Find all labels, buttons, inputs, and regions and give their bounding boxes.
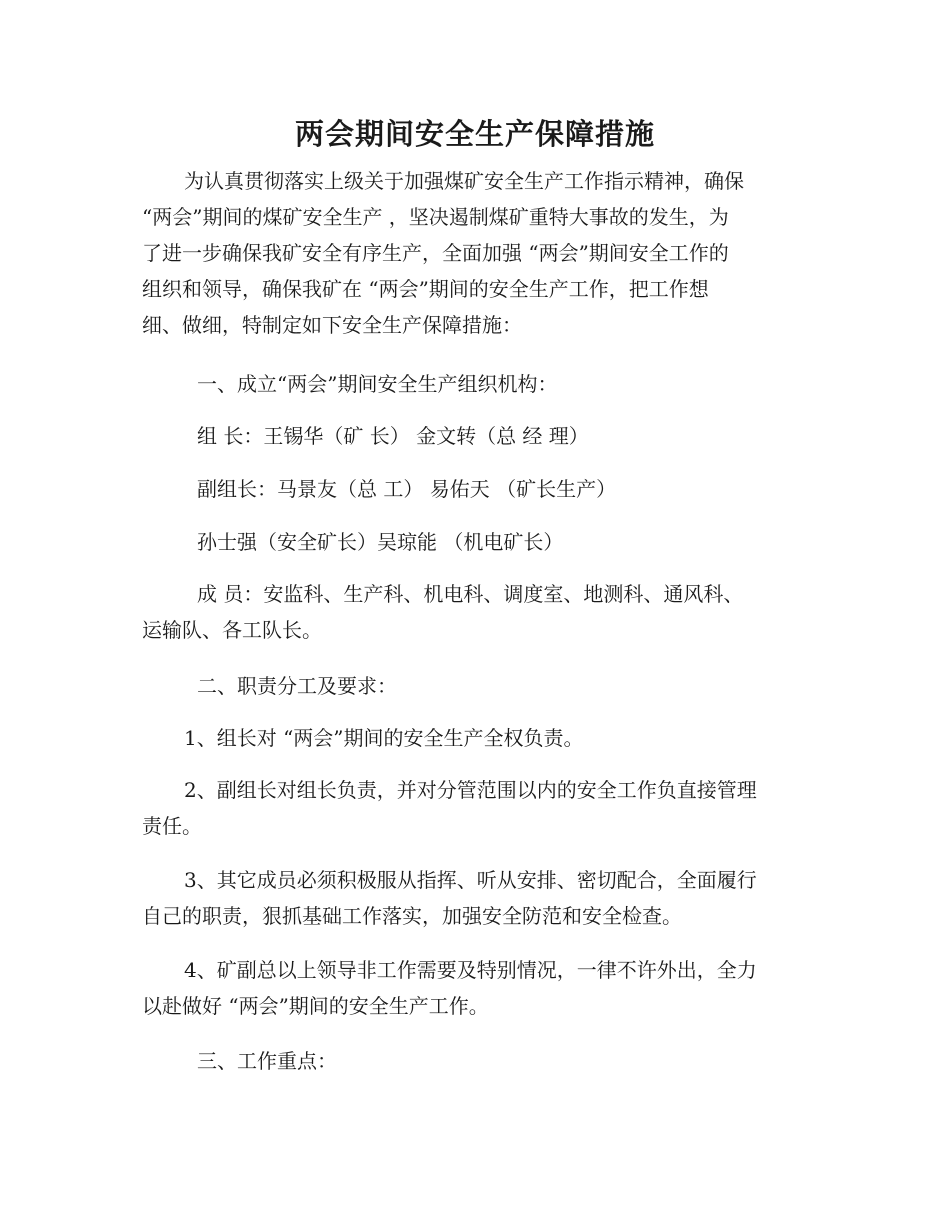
item-3 <box>142 862 812 934</box>
item-1: 1、组长对 “两会”期间的安全生产全权负责。 <box>184 726 584 750</box>
item-2-line: 责任。 <box>142 814 202 838</box>
section3-heading: 三、工作重点： <box>197 1049 337 1073</box>
document-title: 两会期间安全生产保障措施 <box>294 117 655 151</box>
item-4-line: 4、矿副总以上领导非工作需要及特别情况，一律不许外出，全力 <box>184 958 757 982</box>
intro-paragraph <box>142 163 812 343</box>
item-3-line: 自己的职责，狠抓基础工作落实，加强安全防范和安全检查。 <box>142 904 682 928</box>
members-line: 成 员：安监科、生产科、机电科、调度室、地测科、通风科、 <box>197 582 744 606</box>
item-4 <box>142 952 812 1024</box>
intro-line: 组织和领导，确保我矿在 “两会”期间的安全生产工作，把工作想 <box>142 277 709 301</box>
item-3-line: 3、其它成员必须积极服从指挥、听从安排、密切配合，全面履行 <box>184 868 757 892</box>
leader-line: 组 长：王锡华（矿 长） 金文转（总 经 理） <box>197 424 589 448</box>
item-2-line: 2、副组长对组长负责，并对分管范围以内的安全工作负直接管理 <box>184 778 757 802</box>
intro-line: 细、做细，特制定如下安全生产保障措施： <box>142 313 522 337</box>
item-4-line: 以赴做好 “两会”期间的安全生产工作。 <box>142 994 489 1018</box>
intro-line: 了进一步确保我矿安全有序生产，全面加强 “两会”期间安全工作的 <box>142 241 729 265</box>
deputy-line: 副组长：马景友（总 工） 易佑天 （矿长生产） <box>197 477 617 501</box>
item-2 <box>142 772 812 844</box>
intro-line: 为认真贯彻落实上级关于加强煤矿安全生产工作指示精神，确保 <box>184 169 744 193</box>
members-line: 运输队、各工队长。 <box>142 618 322 642</box>
section2-heading: 二、职责分工及要求： <box>197 674 397 698</box>
section1-heading: 一、成立“两会”期间安全生产组织机构： <box>197 372 558 396</box>
intro-line: “两会”期间的煤矿安全生产 ，坚决遏制煤矿重特大事故的发生，为 <box>142 205 729 229</box>
deputy-line-2: 孙士强（安全矿长）吴琼能 （机电矿长） <box>197 530 564 554</box>
members-paragraph <box>142 576 812 648</box>
